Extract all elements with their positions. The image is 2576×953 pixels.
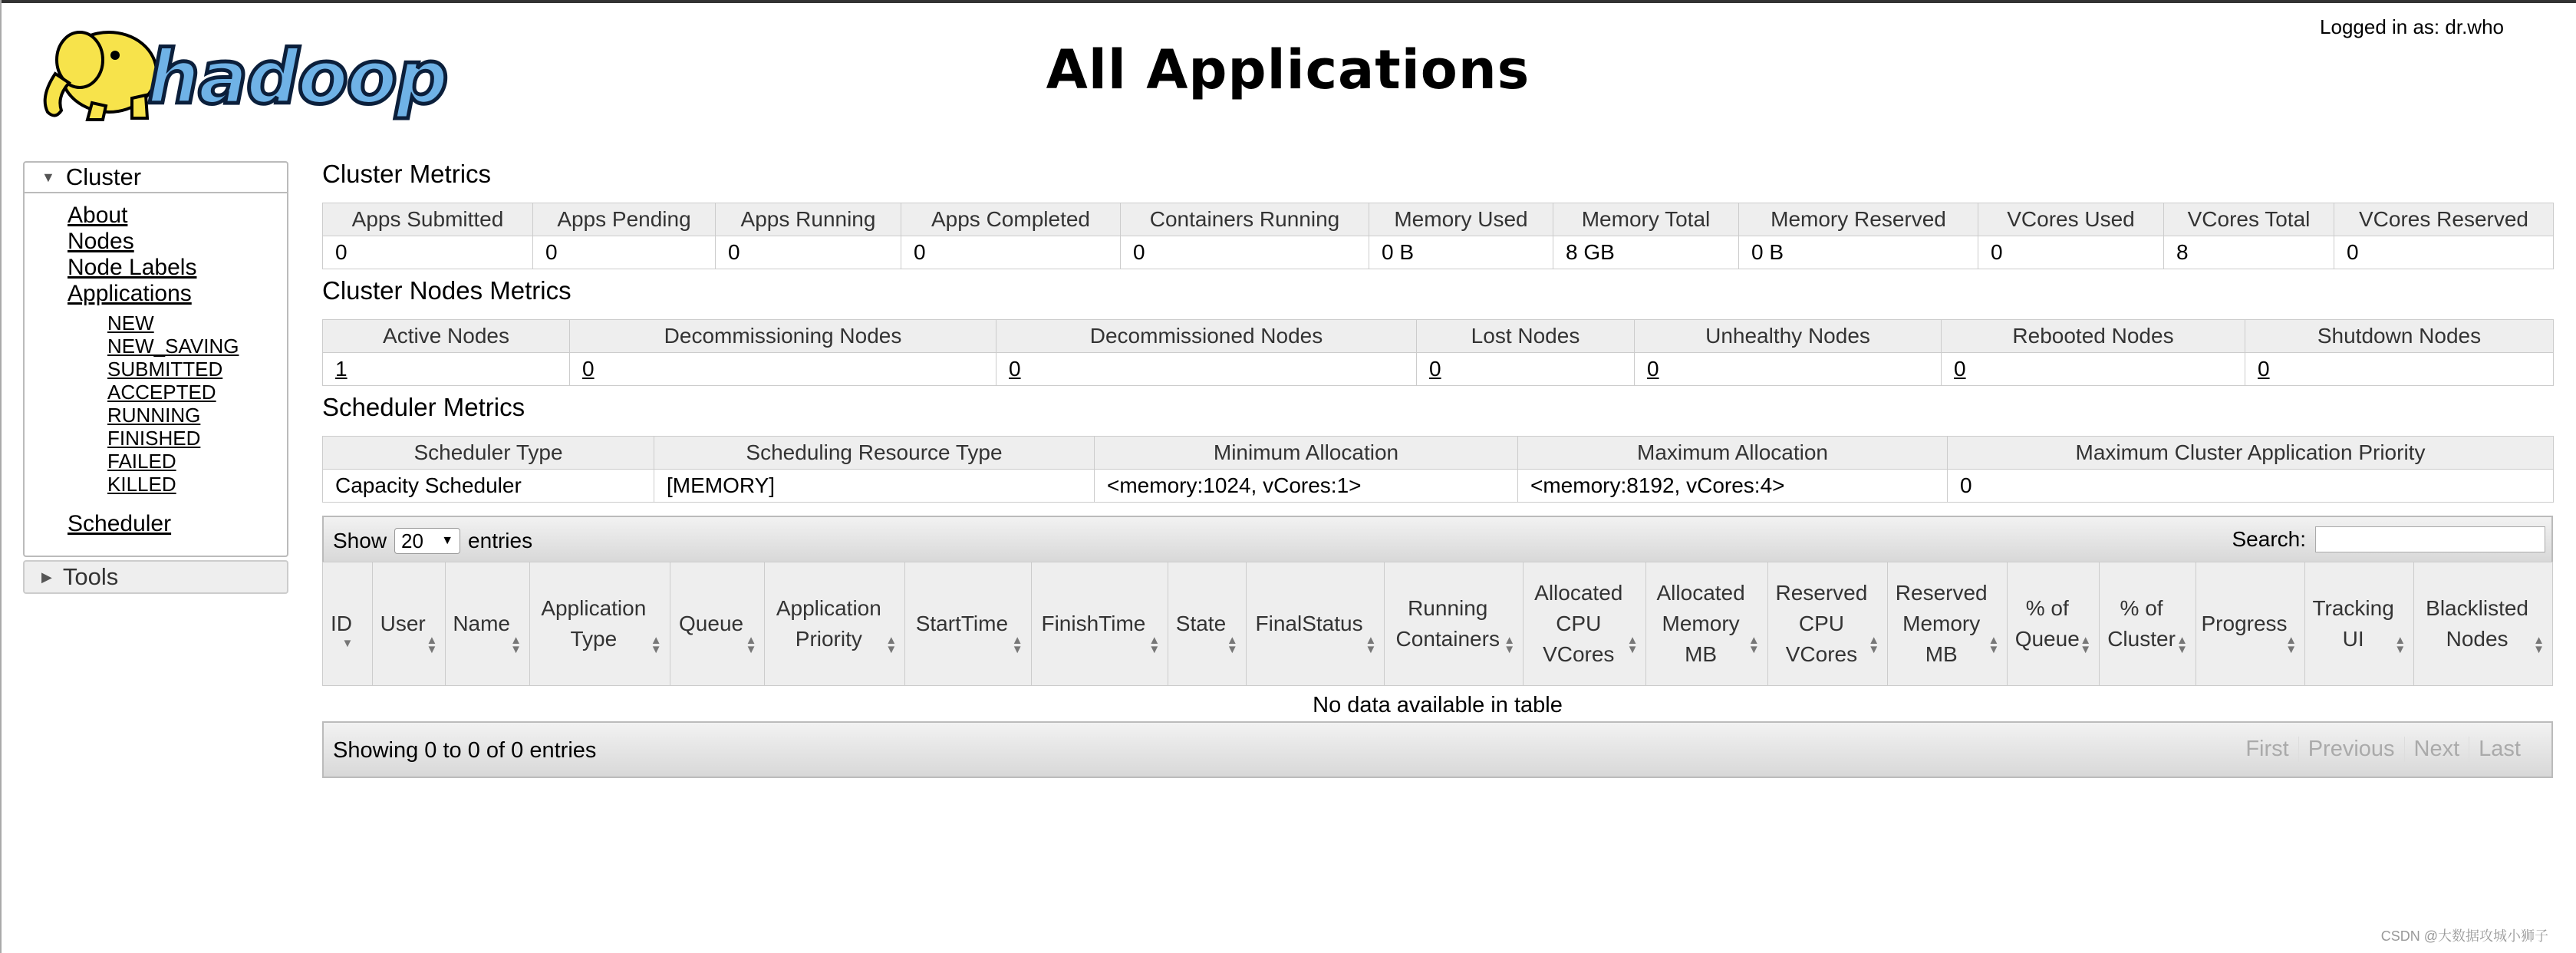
cm-value: 0 B <box>1739 236 1978 269</box>
datatable-toolbar <box>322 516 2553 562</box>
sidebar-cluster-panel <box>23 161 288 557</box>
window-top-border <box>0 0 2576 3</box>
sort-icon: ▲ ▼ <box>1148 634 1161 656</box>
sort-icon: ▲ ▼ <box>1748 634 1760 656</box>
cluster-metrics-table <box>322 203 2554 269</box>
sort-icon: ▲ ▼ <box>2394 634 2406 656</box>
scheduler-metrics-title: Scheduler Metrics <box>322 393 525 421</box>
sort-icon: ▲ ▼ <box>2533 634 2545 656</box>
cm-header: Apps Pending <box>533 203 716 236</box>
sidebar-tools-header[interactable] <box>25 562 287 592</box>
cm-header: Containers Running <box>1121 203 1369 236</box>
sort-icon: ▲ ▼ <box>510 634 522 656</box>
cm-value: 0 <box>533 236 716 269</box>
page-size-select[interactable] <box>394 528 460 554</box>
sidebar-state-running[interactable]: RUNNING <box>107 404 201 427</box>
expand-triangle-icon: ▶ <box>41 569 52 585</box>
sidebar-link-nodes[interactable]: Nodes <box>68 229 134 254</box>
cm-header: Memory Reserved <box>1739 203 1978 236</box>
sidebar-link-about[interactable]: About <box>68 203 128 228</box>
pager-last-button[interactable]: Last <box>2469 737 2530 762</box>
sidebar-state-finished[interactable]: FINISHED <box>107 427 201 450</box>
nm-header: Lost Nodes <box>1417 320 1635 353</box>
cm-value: 0 <box>323 236 533 269</box>
column-header-reserved-memory-mb[interactable]: Reserved Memory MB ▲ ▼ <box>1888 562 2008 686</box>
sort-icon: ▲ ▼ <box>1504 634 1516 656</box>
pager-previous-button[interactable]: Previous <box>2298 737 2404 762</box>
cm-header: Memory Total <box>1553 203 1739 236</box>
page-title: All Applications <box>1046 38 1530 101</box>
sort-icon: ▲ ▼ <box>2176 634 2188 656</box>
sort-icon: ▲ ▼ <box>2285 634 2298 656</box>
scheduler-metrics-table <box>322 436 2554 503</box>
sort-icon: ▲ ▼ <box>426 634 438 656</box>
active-nodes-link[interactable]: 1 <box>335 357 348 381</box>
node-metrics-table <box>322 319 2554 386</box>
cm-header: VCores Used <box>1978 203 2164 236</box>
empty-table-message: No data available in table <box>1313 692 1563 717</box>
entries-label: entries <box>468 529 533 552</box>
column-header-finishtime[interactable]: FinishTime ▲ ▼ <box>1031 562 1168 686</box>
sidebar-link-applications[interactable]: Applications <box>68 281 192 306</box>
column-header-allocated-cpu-vcores[interactable]: Allocated CPU VCores ▲ ▼ <box>1524 562 1646 686</box>
cm-value: 0 <box>1978 236 2164 269</box>
sm-header: Maximum Cluster Application Priority <box>1948 437 2554 470</box>
cm-header: VCores Reserved <box>2334 203 2554 236</box>
sort-desc-icon: ▼ <box>341 637 354 650</box>
decommissioned-nodes-link[interactable]: 0 <box>1009 357 1021 381</box>
sidebar-link-node-labels[interactable]: Node Labels <box>68 255 197 280</box>
sm-header: Scheduling Resource Type <box>654 437 1095 470</box>
chevron-down-icon: ▼ <box>441 534 454 547</box>
sort-icon: ▲ ▼ <box>885 634 898 656</box>
sm-header: Maximum Allocation <box>1518 437 1948 470</box>
column-header-allocated-memory-mb[interactable]: Allocated Memory MB ▲ ▼ <box>1646 562 1767 686</box>
sidebar-state-new[interactable]: NEW <box>107 312 154 335</box>
cm-value: 0 B <box>1369 236 1553 269</box>
sm-value: <memory:1024, vCores:1> <box>1095 470 1518 503</box>
page-size-control <box>333 528 532 554</box>
sidebar-link-scheduler[interactable]: Scheduler <box>68 511 172 536</box>
sort-icon: ▲ ▼ <box>1011 634 1023 656</box>
cm-header: VCores Total <box>2164 203 2334 236</box>
pagination <box>2236 737 2530 762</box>
search-input[interactable] <box>2315 526 2545 552</box>
cm-header: Apps Completed <box>901 203 1121 236</box>
sort-icon: ▲ ▼ <box>1226 634 1238 656</box>
cluster-metrics-value-row <box>323 236 2554 269</box>
column-header-user[interactable]: User ▲ ▼ <box>372 562 445 686</box>
nm-header: Active Nodes <box>323 320 570 353</box>
column-header-name[interactable]: Name ▲ ▼ <box>446 562 530 686</box>
nm-header: Unhealthy Nodes <box>1635 320 1942 353</box>
node-metrics-title: Cluster Nodes Metrics <box>322 276 572 305</box>
sidebar-state-submitted[interactable]: SUBMITTED <box>107 358 223 381</box>
column-header-reserved-cpu-vcores[interactable]: Reserved CPU VCores ▲ ▼ <box>1767 562 1887 686</box>
column-header-id[interactable]: ID ▼ <box>323 562 373 686</box>
applications-header-row <box>323 562 2553 686</box>
sm-value: [MEMORY] <box>654 470 1095 503</box>
table-info: Showing 0 to 0 of 0 entries <box>333 738 597 763</box>
watermark: CSDN @大数据攻城小狮子 <box>2380 928 2548 944</box>
sort-icon: ▲ ▼ <box>745 634 757 656</box>
show-label: Show <box>333 529 387 552</box>
sidebar-tools-label: Tools <box>62 563 119 590</box>
cm-header: Apps Submitted <box>323 203 533 236</box>
lost-nodes-link[interactable]: 0 <box>1429 357 1441 381</box>
page-size-value: 20 <box>401 529 423 552</box>
column-header-queue[interactable]: Queue ▲ ▼ <box>670 562 765 686</box>
node-metrics-header-row <box>323 320 2554 353</box>
sm-header: Scheduler Type <box>323 437 654 470</box>
sidebar-state-accepted[interactable]: ACCEPTED <box>107 381 216 404</box>
cm-value: 8 <box>2164 236 2334 269</box>
nm-header: Shutdown Nodes <box>2245 320 2554 353</box>
cm-value: 0 <box>901 236 1121 269</box>
rebooted-nodes-link[interactable]: 0 <box>1954 357 1966 381</box>
nm-header: Rebooted Nodes <box>1942 320 2245 353</box>
datatable-footer <box>322 721 2553 778</box>
scheduler-metrics-value-row <box>323 470 2554 503</box>
sm-value: Capacity Scheduler <box>323 470 654 503</box>
cm-value: 0 <box>716 236 901 269</box>
search-label: Search: <box>2232 527 2306 551</box>
nm-header: Decommissioned Nodes <box>996 320 1417 353</box>
unhealthy-nodes-link[interactable]: 0 <box>1647 357 1659 381</box>
empty-row <box>323 686 2553 725</box>
logo-text: hadoop <box>147 35 447 120</box>
column-header-percent-of-queue[interactable]: % of Queue ▲ ▼ <box>2008 562 2100 686</box>
nm-header: Decommissioning Nodes <box>570 320 996 353</box>
applications-table <box>322 562 2553 724</box>
decommissioning-nodes-link[interactable]: 0 <box>582 357 595 381</box>
sidebar-cluster-header[interactable] <box>25 163 287 193</box>
cluster-metrics-title: Cluster Metrics <box>322 160 492 188</box>
column-header-tracking-ui[interactable]: Tracking UI ▲ ▼ <box>2305 562 2414 686</box>
column-header-state[interactable]: State ▲ ▼ <box>1168 562 1247 686</box>
column-header-blacklisted-nodes[interactable]: Blacklisted Nodes ▲ ▼ <box>2414 562 2553 686</box>
pager-next-button[interactable]: Next <box>2404 737 2469 762</box>
pager-first-button[interactable]: First <box>2245 737 2289 761</box>
search-control <box>2232 526 2546 552</box>
sm-value: <memory:8192, vCores:4> <box>1518 470 1948 503</box>
sort-icon: ▲ ▼ <box>1365 634 1377 656</box>
logged-in-user: Logged in as: dr.who <box>2320 15 2504 38</box>
column-header-running-containers[interactable]: Running Containers ▲ ▼ <box>1385 562 1524 686</box>
column-header-application-priority[interactable]: Application Priority ▲ ▼ <box>765 562 905 686</box>
sort-icon: ▲ ▼ <box>1626 634 1639 656</box>
column-header-application-type[interactable]: Application Type ▲ ▼ <box>529 562 670 686</box>
column-header-percent-of-cluster[interactable]: % of Cluster ▲ ▼ <box>2100 562 2196 686</box>
window-left-border <box>0 0 2 953</box>
sort-icon: ▲ ▼ <box>1988 634 2000 656</box>
sidebar-state-killed[interactable]: KILLED <box>107 473 176 496</box>
collapse-triangle-icon: ▼ <box>41 169 55 185</box>
cm-header: Apps Running <box>716 203 901 236</box>
sidebar-cluster-label: Cluster <box>65 163 142 190</box>
sort-icon: ▲ ▼ <box>2080 634 2092 656</box>
column-header-starttime[interactable]: StartTime ▲ ▼ <box>905 562 1031 686</box>
sm-header: Minimum Allocation <box>1095 437 1518 470</box>
sidebar-tools-panel[interactable] <box>23 560 288 594</box>
column-header-progress[interactable]: Progress ▲ ▼ <box>2196 562 2304 686</box>
sort-icon: ▲ ▼ <box>1868 634 1880 656</box>
cm-value: 0 <box>2334 236 2554 269</box>
sort-icon: ▲ ▼ <box>650 634 662 656</box>
sidebar-state-failed[interactable]: FAILED <box>107 450 176 473</box>
cm-value: 0 <box>1121 236 1369 269</box>
column-header-finalstatus[interactable]: FinalStatus ▲ ▼ <box>1246 562 1385 686</box>
cluster-metrics-header-row <box>323 203 2554 236</box>
sidebar-state-new-saving[interactable]: NEW_SAVING <box>107 335 239 358</box>
sm-value: 0 <box>1948 470 2554 503</box>
cm-header: Memory Used <box>1369 203 1553 236</box>
cm-value: 8 GB <box>1553 236 1739 269</box>
scheduler-metrics-header-row <box>323 437 2554 470</box>
shutdown-nodes-link[interactable]: 0 <box>2258 357 2270 381</box>
node-metrics-value-row <box>323 353 2554 386</box>
